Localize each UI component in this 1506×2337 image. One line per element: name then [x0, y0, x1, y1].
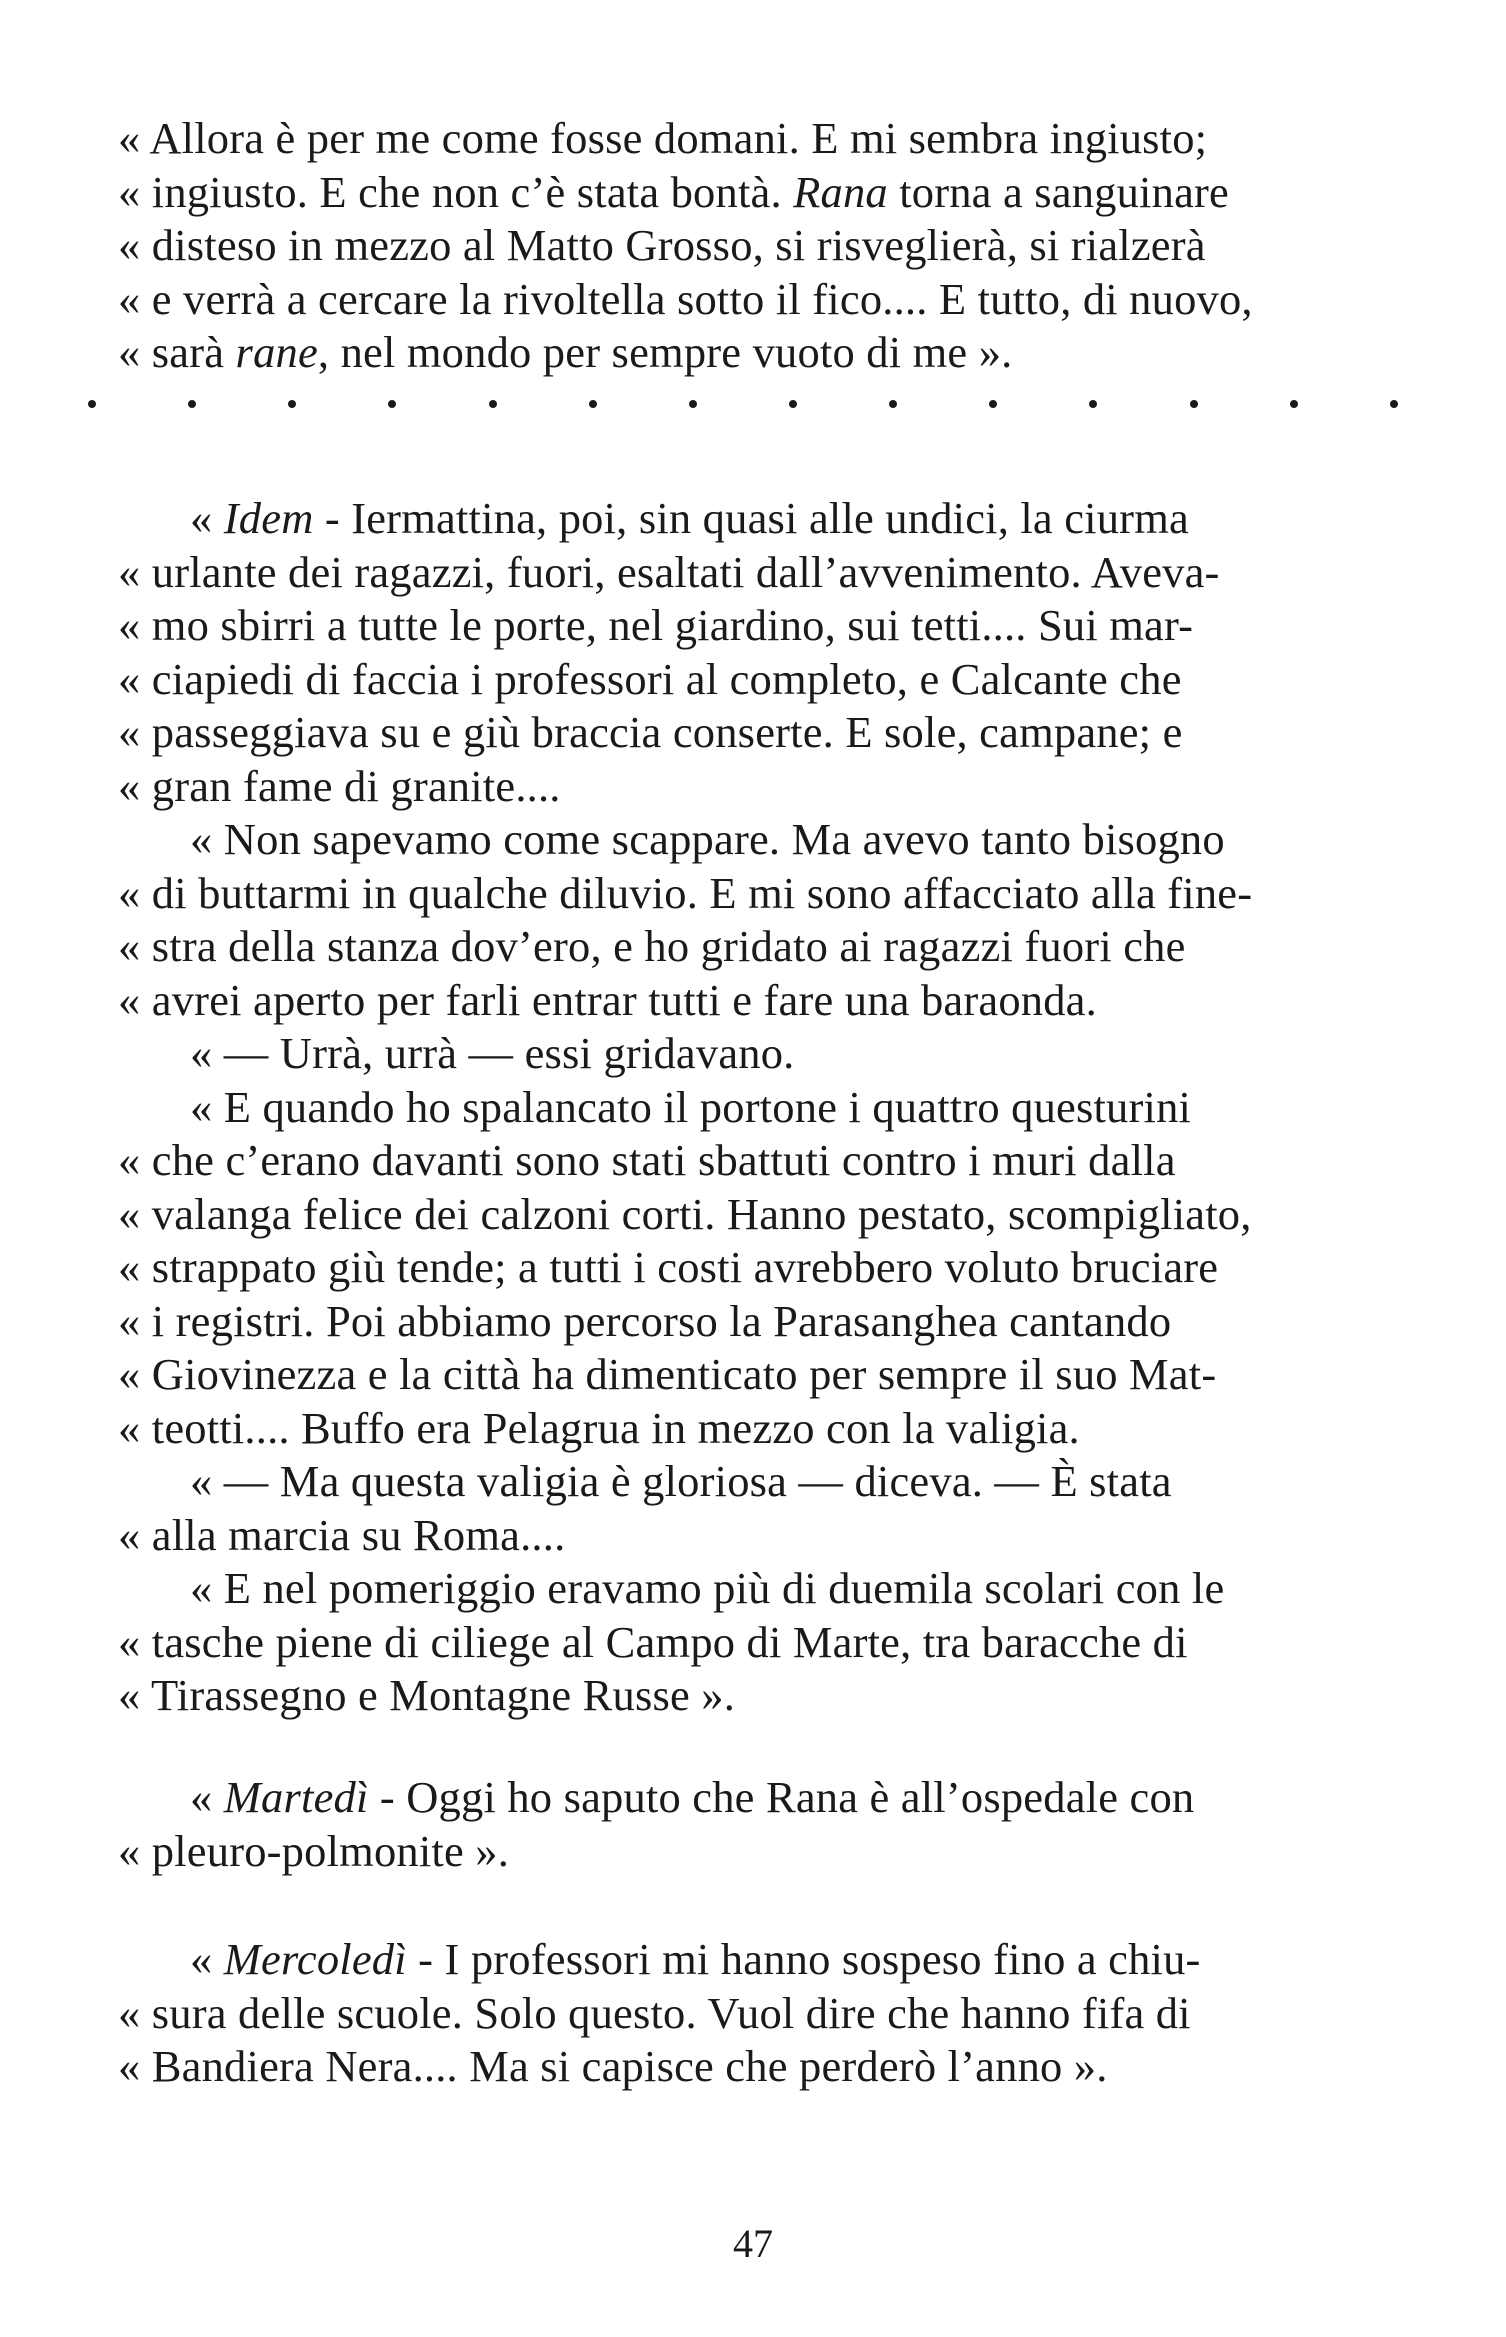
text-line: « urlante dei ragazzi, fuori, esaltati dall’avvenimento. Aveva- — [118, 546, 1220, 597]
text-line: « sarà rane, nel mondo per sempre vuoto di me ». — [118, 327, 1013, 377]
text-line: « Bandiera Nera.... Ma si capisce che perderò l’anno ». — [118, 2041, 1108, 2091]
text-line: « Giovinezza e la città ha dimenticato per sempre il suo Mat- — [118, 1349, 1217, 1399]
italic-word: rane — [235, 327, 318, 377]
page-number: 47 — [733, 2221, 773, 2266]
text-line: « gran fame di granite.... — [118, 760, 561, 811]
text-line: « Tirassegno e Montagne Russe ». — [118, 1670, 736, 1720]
italic-day-label: Idem — [223, 493, 314, 543]
text-line: « i registri. Poi abbiamo percorso la Parasanghea cantando — [118, 1295, 1172, 1346]
diary-entry-mercoledi — [118, 1933, 1393, 2094]
italic-day-label: Mercoledì — [223, 1934, 407, 1984]
diary-entry-idem — [118, 492, 1393, 1723]
separator-dot — [288, 400, 296, 408]
text-line: « Mercoledì - I professori mi hanno sospeso fino a chiu- — [190, 1934, 1201, 1984]
separator-dot — [88, 400, 96, 408]
text-line: « stra della stanza dov’ero, e ho gridato ai ragazzi fuori che — [118, 921, 1186, 971]
text-line: « Non sapevamo come scappare. Ma avevo tanto bisogno — [190, 814, 1225, 864]
text-line: « disteso in mezzo al Matto Grosso, si risveglierà, si rialzerà — [118, 220, 1206, 270]
text-line: « Allora è per me come fosse domani. E mi sembra ingiusto; — [118, 113, 1208, 163]
text-line: « alla marcia su Roma.... — [118, 1509, 566, 1560]
text-line: « ingiusto. E che non c’è stata bontà. Rana torna a sanguinare — [118, 166, 1229, 217]
text-line: « E nel pomeriggio eravamo più di duemila scolari con le — [190, 1563, 1225, 1613]
separator-dot — [188, 400, 196, 408]
italic-day-label: Martedì — [223, 1772, 369, 1822]
separator-dot — [789, 400, 797, 408]
separator-dot — [989, 400, 997, 408]
text-line: « E quando ho spalancato il portone i quattro questurini — [190, 1081, 1192, 1132]
text-line: « passeggiava su e giù braccia conserte. E sole, campane; e — [118, 707, 1183, 757]
text-line: « pleuro-polmonite ». — [118, 1825, 510, 1876]
separator-dot — [1089, 400, 1097, 408]
text-line: « valanga felice dei calzoni corti. Hanno pestato, scompigliato, — [118, 1188, 1252, 1239]
separator-dot — [889, 400, 897, 408]
separator-dot — [489, 400, 497, 408]
separator-dot — [1390, 400, 1398, 408]
text-line: « — Ma questa valigia è gloriosa — diceva. — È stata — [190, 1456, 1172, 1506]
paragraph-letter-end — [118, 112, 1393, 380]
text-line: « tasche piene di ciliege al Campo di Marte, tra baracche di — [118, 1616, 1188, 1667]
text-line: « ciapiedi di faccia i professori al completo, e Calcante che — [118, 653, 1182, 704]
text-line: « teotti.... Buffo era Pelagrua in mezzo con la valigia. — [118, 1402, 1080, 1453]
text-line: « mo sbirri a tutte le porte, nel giardino, sui tetti.... Sui mar- — [118, 600, 1194, 650]
text-line: « e verrà a cercare la rivoltella sotto il fico.... E tutto, di nuovo, — [118, 273, 1253, 324]
diary-entry-martedi — [118, 1771, 1393, 1878]
text-line: « avrei aperto per farli entrar tutti e fare una baraonda. — [118, 974, 1097, 1025]
separator-dot — [388, 400, 396, 408]
text-line: « che c’erano davanti sono stati sbattuti contro i muri dalla — [118, 1135, 1176, 1185]
text-line: « di buttarmi in qualche diluvio. E mi sono affacciato alla fine- — [118, 867, 1253, 918]
separator-dot — [1290, 400, 1298, 408]
separator-dot — [689, 400, 697, 408]
separator-dot — [589, 400, 597, 408]
text-line: « Idem - Iermattina, poi, sin quasi alle undici, la ciurma — [190, 493, 1189, 543]
separator-dot — [1190, 400, 1198, 408]
text-line: « sura delle scuole. Solo questo. Vuol dire che hanno fifa di — [118, 1987, 1191, 2038]
section-separator-dots — [88, 400, 1398, 408]
text-line: « — Urrà, urrà — essi gridavano. — [190, 1028, 795, 1078]
italic-name: Rana — [793, 166, 888, 217]
text-line: « strappato giù tende; a tutti i costi avrebbero voluto bruciare — [118, 1242, 1219, 1292]
text-line: « Martedì - Oggi ho saputo che Rana è all’ospedale con — [190, 1772, 1195, 1822]
